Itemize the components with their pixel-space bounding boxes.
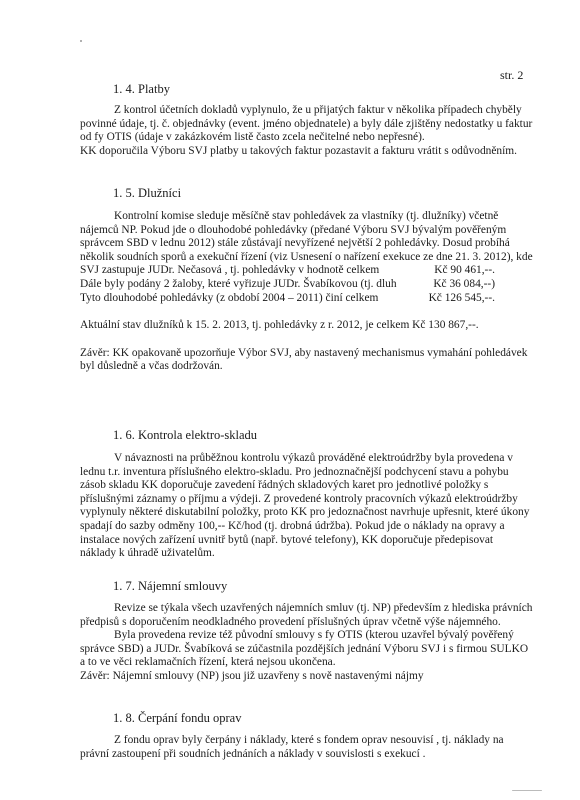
text-line: Závěr: KK opakovaně upozorňuje Výbor SVJ, aby nastavený mechanismus vymahání pohledávek xyxy=(80,346,528,359)
text-line: instalace nových zařízení uvnitř bytů (např. bytové telefony), KK doporučuje předepisovat xyxy=(80,533,494,546)
text-line: zásob skladu KK doporučuje zavedení řádných skladových karet pro jednotlivé položky s xyxy=(80,479,489,492)
text-line: Byla provedena revize též původní smlouvy s fy OTIS (kterou uzavřel bývalý pověřený xyxy=(114,629,514,642)
text-line: správce SBD) a JUDr. Švabíková se zúčastnila pozdějších jednání Výboru SVJ i s firmou SULKO xyxy=(80,642,529,655)
debt-row xyxy=(80,292,495,306)
heading-platby: 1. 4. Platby xyxy=(113,82,170,96)
text-line: Závěr: Nájemní smlouvy (NP) jsou již uzavřeny s nově nastavenými nájmy xyxy=(80,669,424,682)
text-line: byl důsledně a včas dodržován. xyxy=(80,360,223,373)
section-fond-oprav xyxy=(80,734,550,761)
debt-row xyxy=(80,264,495,278)
debt-row-value: Kč 126 545,--. xyxy=(428,291,495,304)
text-line: KK doporučila Výboru SVJ platby u takových faktur pozastavit a fakturu vrátit s odůvodněním. xyxy=(80,144,517,157)
heading-najemni-smlouvy: 1. 7. Nájemní smlouvy xyxy=(113,579,228,593)
page-number: str. 2 xyxy=(500,68,524,82)
debt-row-label: Dále byly podány 2 žaloby, které vyřizuje JUDr. Švabíkovou (tj. dluh xyxy=(80,277,397,290)
text-line: několik soudních sporů a exekuční řízení (viz Usnesení o nařízení exekuce ze dne 21. 3. 2012), kde xyxy=(80,250,533,263)
text-line: Kontrolní komise sleduje měsíčně stav pohledávek za vlastníky (tj. dlužníky) včetně xyxy=(114,210,499,222)
debt-row-label: Tyto dlouhodobé pohledávky (z období 2004 – 2011) činí celkem xyxy=(80,291,379,304)
text-line: Aktuální stav dlužníků k 15. 2. 2013, tj. pohledávky z r. 2012, je celkem Kč 130 867,--. xyxy=(80,319,479,332)
text-line: náklady k úhradě uživatelům. xyxy=(80,547,215,560)
debt-row-label: SVJ zastupuje JUDr. Nečasová , tj. pohledávky v hodnotě celkem xyxy=(80,264,380,277)
text-line: od fy OTIS (údaje v zakázkovém listě často zcela nečitelné nebo nepřesné). xyxy=(80,131,425,144)
text-line: Z fondu oprav byly čerpány i náklady, které s fondem oprav nesouvisí , tj. náklady na xyxy=(114,734,504,746)
text-line: nájemců NP. Pokud jde o dlouhodobé pohledávky (předané Výboru SVJ bývalým pověřeným xyxy=(80,223,507,236)
text-line: lednu t.r. inventura příslušného elektro-skladu. Pro jednoznačnější podchycení stavu a pohybu xyxy=(80,465,509,478)
text-line: V návaznosti na průběžnou kontrolu výkazů prováděné elektroúdržby byla provedena v xyxy=(114,452,513,464)
text-line: Z kontrol účetních dokladů vyplynulo, že u přijatých faktur v několika případech chyběly xyxy=(114,104,522,116)
text-line: právní zastoupení při soudních jednáních a náklady v souvislosti s exekucí . xyxy=(80,747,426,760)
section-najemni-smlouvy xyxy=(80,602,550,684)
text-line: vyplynuly některé diskutabilní položky, proto KK pro jedoznačnost navrhuje upřesnit, které úkony xyxy=(80,506,530,519)
text-line: předpisů s doporučením neodkladného provedení příslušných úprav včetně výše nájemného. xyxy=(80,615,501,628)
scan-mark xyxy=(512,790,542,791)
heading-dluznici: 1. 5. Dlužníci xyxy=(113,186,182,200)
text-line: Revize se týkala všech uzavřených nájemních smluv (tj. NP) především z hlediska právních xyxy=(114,602,533,614)
text-line: povinné údaje, tj. č. objednávky (event. jméno objednatele) a byly dále zjištěny nedostatky u faktur xyxy=(80,117,533,130)
text-line: spadají do sazby odměny 100,-- Kč/hod (tj. drobná údržba). Pokud jde o náklady na opravy a xyxy=(80,519,505,532)
text-line: a to ve věci reklamačních řízení, která nejsou ukončena. xyxy=(80,656,336,669)
debt-row-value: Kč 36 084,--) xyxy=(433,277,495,290)
section-dluznici xyxy=(80,210,550,374)
text-line: správcem SBD v lednu 2012) stále zůstávají nevyřízené největší 2 pohledávky. Dosud probíhá xyxy=(80,237,510,250)
heading-elektro-sklad: 1. 6. Kontrola elektro-skladu xyxy=(113,428,258,442)
scan-speck xyxy=(80,40,82,42)
heading-fond-oprav: 1. 8. Čerpání fondu oprav xyxy=(113,711,242,725)
section-elektro-sklad xyxy=(80,452,550,561)
section-platby xyxy=(80,104,550,158)
text-line: příslušnými záznamy o příjmu a výdeji. Z provedené kontroly pracovních výkazů elektroúdržby xyxy=(80,492,518,505)
debt-row xyxy=(80,278,495,292)
debt-row-value: Kč 90 461,--. xyxy=(434,264,495,277)
